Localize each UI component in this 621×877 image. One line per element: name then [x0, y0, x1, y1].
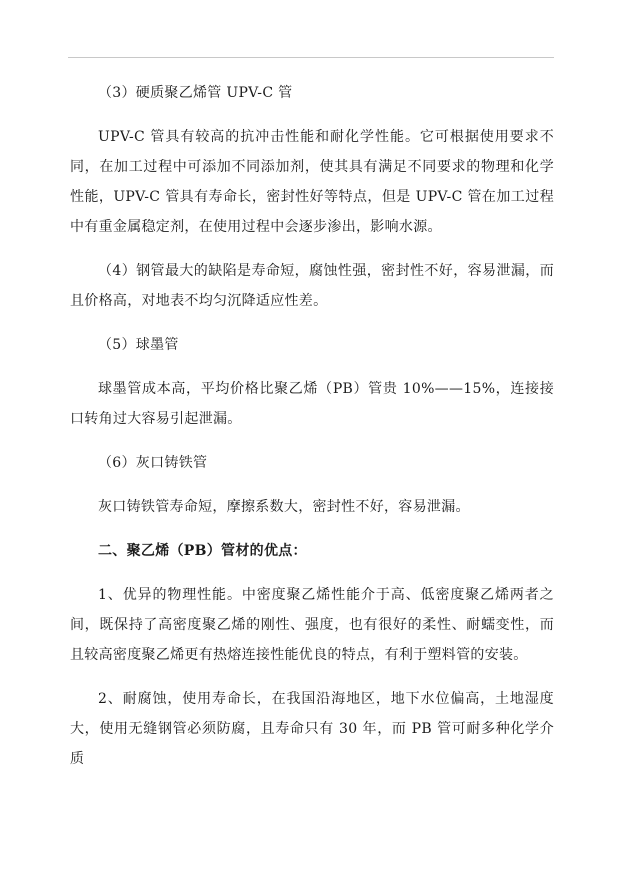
document-body [70, 78, 554, 788]
paragraph-advantage-2: 2、耐腐蚀，使用寿命长，在我国沿海地区，地下水位偏高，土地湿度大，使用无缝钢管必须防腐，且寿命只有 30 年，而 PB 管可耐多种化学介质 [70, 691, 554, 767]
subheading-ductile-iron: （5）球墨管 [98, 337, 179, 353]
paragraph-upvc: UPV-C 管具有较高的抗冲击性能和耐化学性能。它可根据使用要求不同，在加工过程中可添加不同添加剂，使其具有满足不同要求的物理和化学性能，UPV-C 管具有寿命长，密封性好等特点，但是 UPV-C 管在加工过程中有重金属稳定剂，在使用过程中会逐步渗出，影响水源。 [70, 129, 554, 235]
paragraph-steel-pipe: （4）钢管最大的缺陷是寿命短，腐蚀性强，密封性不好，容易泄漏，而且价格高，对地表不均匀沉降适应性差。 [70, 263, 554, 309]
paragraph-gray-cast-iron: 灰口铸铁管寿命短，摩擦系数大，密封性不好，容易泄漏。 [98, 499, 470, 515]
subheading-upvc: （3）硬质聚乙烯管 UPV-C 管 [98, 85, 293, 101]
header-rule [68, 57, 554, 58]
paragraph-ductile-iron: 球墨管成本高，平均价格比聚乙烯（PB）管贵 10%——15%，连接接口转角过大容易引起泄漏。 [70, 381, 554, 427]
paragraph-advantage-1: 1、优异的物理性能。中密度聚乙烯性能介于高、低密度聚乙烯两者之间，既保持了高密度聚乙烯的刚性、强度，也有很好的柔性、耐蠕变性，而且较高密度聚乙烯更有热熔连接性能优良的特点，有利于塑料管的安装。 [70, 587, 554, 663]
subheading-gray-cast-iron: （6）灰口铸铁管 [98, 455, 208, 471]
section-heading-pb-advantages: 二、聚乙烯（PB）管材的优点： [98, 543, 307, 559]
